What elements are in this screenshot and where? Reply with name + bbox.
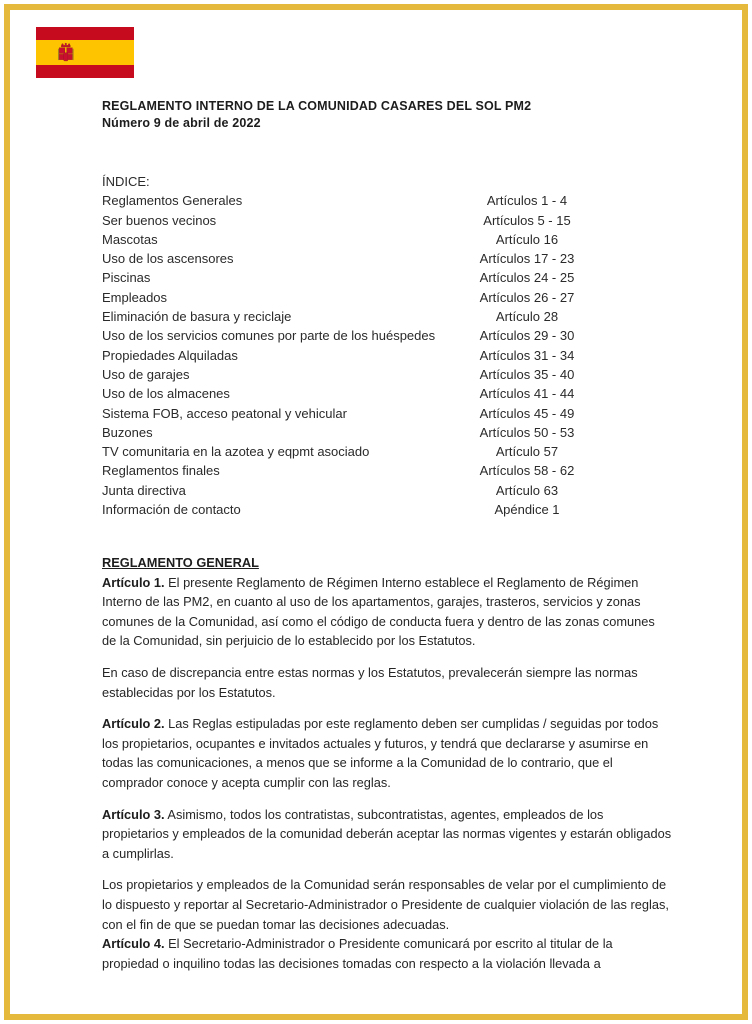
index-row-label: Reglamentos Generales (102, 193, 243, 209)
index-row (102, 481, 582, 500)
paragraph-text: Asimismo, todos los contratistas, subcontratistas, agentes, empleados de los propietarios y empleados de la comunidad deberán aceptar las normas vigentes y estarán obligados a cumplirlas. (102, 806, 672, 861)
flag-band-top (36, 27, 134, 40)
index-row-label: Propiedades Alquiladas (102, 347, 238, 363)
index-row-reference: Artículos 45 - 49 (479, 405, 575, 421)
index-row-label: Uso de los ascensores (102, 251, 234, 267)
article-paragraph (102, 934, 672, 973)
index-row-reference: Artículos 31 - 34 (479, 347, 575, 363)
index-row (102, 326, 582, 345)
paragraph-text: El presente Reglamento de Régimen Interno establece el Reglamento de Régimen Interno de las PM2, en cuanto al uso de los apartamentos, garajes, trasteros, servicios y zonas comunes de la Comunidad, así como el código de conducta fuera y dentro de las zonas comunes de la Comunidad, sin perjuicio de lo establecido por los Estatutos. (102, 574, 655, 649)
index-row-label: Uso de los almacenes (102, 386, 230, 402)
index-row-reference: Apéndice 1 (494, 502, 560, 518)
index-row-list (102, 191, 582, 519)
index-heading: ÍNDICE: (102, 174, 150, 189)
article-paragraph (102, 805, 672, 864)
index-row-reference: Artículo 28 (495, 309, 559, 325)
section-heading-reglamento-general: REGLAMENTO GENERAL (102, 555, 259, 570)
index-row (102, 384, 582, 403)
index-row-label: Uso de los servicios comunes por parte de los huéspedes (102, 328, 436, 344)
document-header (102, 98, 682, 132)
article-label: Artículo 4. (102, 936, 165, 952)
page-subtitle: Número 9 de abril de 2022 (102, 116, 261, 130)
page-title: REGLAMENTO INTERNO DE LA COMUNIDAD CASARES DEL SOL PM2 (102, 99, 532, 113)
index-row (102, 268, 582, 287)
index-row (102, 211, 582, 230)
index-row-label: Reglamentos finales (102, 463, 220, 479)
index-row-reference: Artículos 5 - 15 (483, 212, 571, 228)
article-paragraph (102, 573, 672, 651)
table-of-contents (102, 172, 582, 519)
index-row-reference: Artículos 50 - 53 (479, 424, 575, 440)
index-row (102, 230, 582, 249)
index-row-label: Uso de garajes (102, 366, 190, 382)
paragraph-list (102, 573, 672, 974)
index-row (102, 404, 582, 423)
index-row-label: Buzones (102, 424, 153, 440)
index-row-label: Información de contacto (102, 502, 241, 518)
flag-band-middle (36, 40, 134, 66)
index-row-label: Sistema FOB, acceso peatonal y vehicular (102, 405, 347, 421)
index-row (102, 307, 582, 326)
spain-flag-icon (36, 27, 134, 78)
index-row-reference: Artículo 16 (495, 231, 559, 247)
index-row-label: Mascotas (102, 231, 158, 247)
index-row-reference: Artículos 58 - 62 (479, 463, 575, 479)
index-row (102, 461, 582, 480)
paragraph-text: Las Reglas estipuladas por este reglamento deben ser cumplidas / seguidas por todos los propietarios, ocupantes e invitados actuales y futuros, y tendrá que declararse y asumirse en todas las comunicaciones, a menos que se informe a la Comunidad de lo contrario, que el comprador conoce y acepta cumplir con las reglas. (102, 716, 659, 790)
index-row-reference: Artículo 63 (495, 482, 559, 498)
paragraph-text: En caso de discrepancia entre estas normas y los Estatutos, prevalecerán siempre las normas establecidas por los Estatutos. (102, 664, 638, 700)
article-paragraph (102, 714, 672, 792)
index-row-label: Ser buenos vecinos (102, 212, 217, 228)
article-label: Artículo 2. (102, 716, 165, 732)
document-body (102, 553, 672, 973)
index-row-label: Empleados (102, 289, 168, 305)
index-row-reference: Artículos 41 - 44 (479, 386, 575, 402)
index-row-reference: Artículos 26 - 27 (479, 289, 575, 305)
index-row-label: Junta directiva (102, 482, 186, 498)
index-row-reference: Artículos 29 - 30 (479, 328, 575, 344)
index-row-reference: Artículos 1 - 4 (486, 193, 568, 209)
index-row-label: Eliminación de basura y reciclaje (102, 309, 292, 325)
index-row (102, 288, 582, 307)
index-row (102, 346, 582, 365)
index-row (102, 423, 582, 442)
index-row (102, 249, 582, 268)
paragraph-text: Los propietarios y empleados de la Comunidad serán responsables de velar por el cumplimiento de lo dispuesto y reportar al Secretario-Administrador o Presidente de cualquier violación de las reglas, con el fin de que se puedan tomar las decisiones adecuadas. (102, 877, 669, 932)
index-row-label: Piscinas (102, 270, 151, 286)
index-row-reference: Artículo 57 (495, 444, 559, 460)
body-paragraph (102, 663, 672, 702)
document-page (10, 10, 742, 1014)
article-label: Artículo 3. (102, 806, 165, 822)
index-row-reference: Artículos 24 - 25 (479, 270, 575, 286)
index-row (102, 500, 582, 519)
index-row-label: TV comunitaria en la azotea y eqpmt asociado (102, 444, 370, 460)
flag-band-bottom (36, 65, 134, 78)
index-row (102, 442, 582, 461)
index-row-reference: Artículos 17 - 23 (479, 251, 575, 267)
paragraph-text: El Secretario-Administrador o Presidente comunicará por escrito al titular de la propiedad o inquilino todas las decisiones tomadas con respecto a la violación llevada a (102, 936, 613, 971)
index-row (102, 191, 582, 210)
document-page-frame (4, 4, 748, 1020)
index-row (102, 365, 582, 384)
spain-coat-of-arms-icon (56, 42, 76, 63)
article-label: Artículo 1. (102, 574, 165, 590)
index-row-reference: Artículos 35 - 40 (479, 366, 575, 382)
body-paragraph (102, 875, 672, 934)
